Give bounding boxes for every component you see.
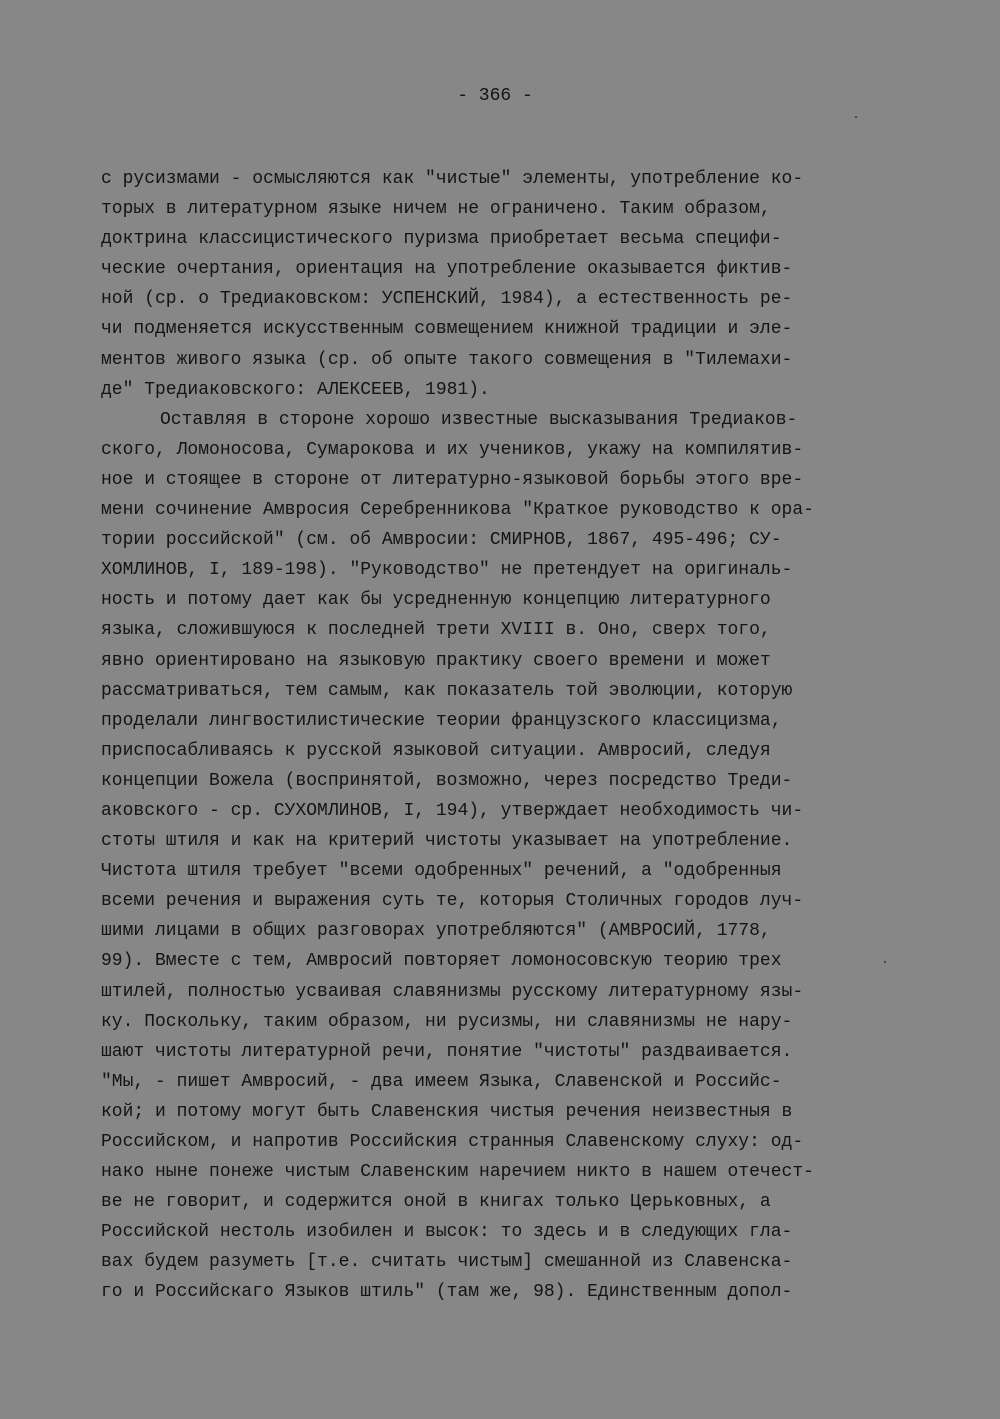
text-line: тории российской" (см. об Амвросии: СМИРНОВ, 1867, 495-496; СУ-	[101, 530, 782, 551]
text-line: торых в литературном языке ничем не ограничено. Таким образом,	[101, 199, 771, 220]
text-line: языка, сложившуюся к последней трети XVIII в. Оно, сверх того,	[101, 620, 771, 641]
text-line: проделали лингвостилистические теории французского классицизма,	[101, 710, 782, 731]
text-line: ной (ср. о Тредиаковском: УСПЕНСКИЙ, 1984), а естественность ре-	[101, 289, 793, 310]
text-line: всеми речения и выражения суть те, которыя Столичных городов луч-	[101, 891, 804, 912]
text-line: стоты штиля и как на критерий чистоты указывает на употребление.	[101, 831, 793, 852]
text-line: ку. Поскольку, таким образом, ни русизмы, ни славянизмы не нару-	[101, 1011, 793, 1032]
text-line: явно ориентировано на языковую практику своего времени и может	[101, 650, 771, 671]
text-line: с русизмами - осмысляются как "чистые" элементы, употребление ко-	[101, 169, 804, 189]
text-line: ве не говорит, и содержится оной в книгах только Церьковных, а	[101, 1192, 771, 1213]
text-line: доктрина классицистического пуризма приобретает весьма специфи-	[101, 229, 782, 250]
text-line: ное и стоящее в стороне от литературно-языковой борьбы этого вре-	[101, 469, 804, 490]
body-text	[101, 164, 901, 1308]
text-line: ность и потому дает как бы усредненную концепцию литературного	[101, 590, 771, 611]
text-line: нако ныне понеже чистым Славенским наречием никто в нашем отечест-	[101, 1162, 814, 1183]
text-line: приспосабливаясь к русской языковой ситуации. Амвросий, следуя	[101, 740, 771, 761]
text-line: шают чистоты литературной речи, понятие "чистоты" раздваивается.	[101, 1041, 793, 1062]
scan-speck	[855, 116, 857, 118]
text-line: го и Российскаго Языков штиль" (там же, 98). Единственным допол-	[101, 1282, 793, 1303]
text-line: рассматриваться, тем самым, как показатель той эволюции, которую	[101, 680, 793, 701]
text-line: Российской нестоль изобилен и высок: то здесь и в следующих гла-	[101, 1222, 793, 1243]
paragraph-start-line: Оставляя в стороне хорошо известные высказывания Тредиаков-	[160, 409, 798, 430]
text-line: ХОМЛИНОВ, I, 189-198). "Руководство" не претендует на оригиналь-	[101, 560, 793, 581]
text-line: чи подменяется искусственным совмещением книжной традиции и эле-	[101, 319, 793, 340]
text-line: "Мы, - пишет Амвросий, - два имеем Языка, Славенской и Российс-	[101, 1071, 782, 1092]
text-line: шими лицами в общих разговорах употребляются" (АМВРОСИЙ, 1778,	[101, 921, 771, 942]
text-line: 99). Вместе с тем, Амвросий повторяет ломоносовскую теорию трех	[101, 951, 782, 972]
text-line: ментов живого языка (ср. об опыте такого совмещения в "Тилемахи-	[101, 349, 793, 370]
text-line: ского, Ломоносова, Сумарокова и их учеников, укажу на компилятив-	[101, 439, 804, 460]
text-line: ческие очертания, ориентация на употребление оказывается фиктив-	[101, 259, 793, 280]
text-line: Чистота штиля требует "всеми одобренных" речений, а "одобренныя	[101, 861, 782, 882]
text-line: аковского - ср. СУХОМЛИНОВ, I, 194), утверждает необходимость чи-	[101, 800, 804, 821]
text-line: мени сочинение Амвросия Серебренникова "Краткое руководство к ора-	[101, 500, 814, 521]
text-line: де" Тредиаковского: АЛЕКСЕЕВ, 1981).	[101, 379, 490, 400]
text-line: штилей, полностью усваивая славянизмы русскому литературному язы-	[101, 981, 804, 1002]
scan-speck	[884, 961, 886, 963]
text-line: Российском, и напротив Российския странныя Славенскому слуху: од-	[101, 1132, 804, 1152]
text-line: кой; и потому могут быть Славенския чистыя речения неизвестныя в	[101, 1101, 793, 1122]
page-number: - 366 -	[457, 86, 533, 106]
text-line: концепции Вожела (воспринятой, возможно, через посредство Треди-	[101, 770, 793, 791]
text-line: вах будем разуметь [т.е. считать чистым] смешанной из Славенска-	[101, 1252, 793, 1273]
